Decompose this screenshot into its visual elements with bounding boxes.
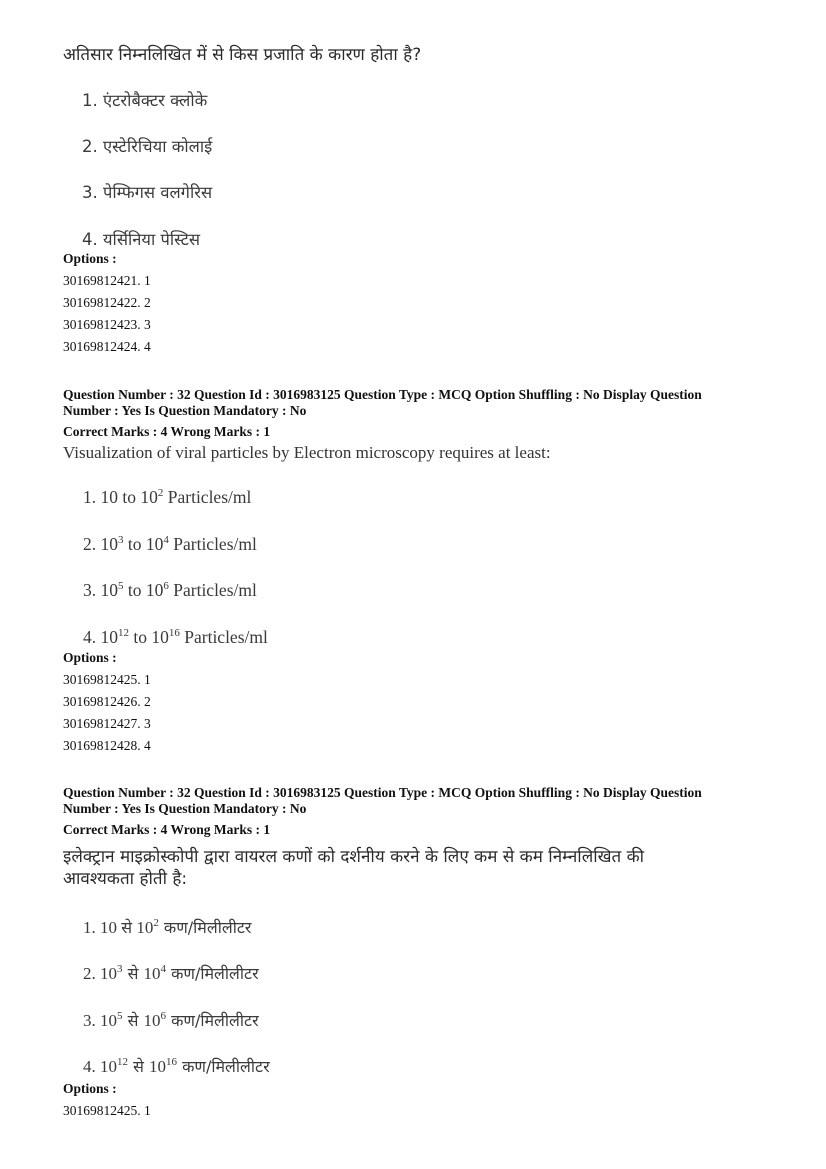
question-text-english: Visualization of viral particles by Electron microscopy requires at least: (63, 443, 551, 462)
question-text-hindi-line2: आवश्यकता होती है: (63, 869, 188, 889)
option-id: 30169812423. 3 (63, 317, 151, 332)
options-label: Options : (63, 650, 117, 665)
option-id: 30169812424. 4 (63, 339, 151, 354)
option-3: 3. $10^5$ to $10^6$ Particles/ml (83, 580, 257, 600)
option-4: 4. $10^{12}$ से $10^{16}$ कण/मिलीलीटर (83, 1056, 270, 1076)
question-text-hindi-line1: इलेक्ट्रान माइक्रोस्कोपी द्वारा वायरल कणों को दर्शनीय करने के लिए कम से कम निम्नलिखित की (63, 847, 645, 867)
options-label: Options : (63, 251, 117, 266)
options-label: Options : (63, 1081, 117, 1096)
option-1: 1. 10 to $10^2$ Particles/ml (83, 487, 252, 507)
option-3: 3. $10^5$ से $10^6$ कण/मिलीलीटर (83, 1010, 259, 1030)
option-2: 2. $10^3$ से $10^4$ कण/मिलीलीटर (83, 963, 259, 983)
option-id: 30169812427. 3 (63, 716, 151, 731)
option-id: 30169812422. 2 (63, 295, 151, 310)
option-id: 30169812425. 1 (63, 1103, 151, 1118)
option-2: 2. $10^3$ to $10^4$ Particles/ml (83, 534, 257, 554)
option-1: 1. एंटरोबैक्टर क्लोके (82, 91, 208, 110)
option-id: 30169812425. 1 (63, 672, 151, 687)
question-meta: Question Number : 32 Question Id : 3016983125 Question Type : MCQ Option Shuffling : No Display Question Number : Yes Is Question Mandatory : No (63, 785, 702, 816)
option-id: 30169812428. 4 (63, 738, 151, 753)
question-text-hindi: अतिसार निम्नलिखित में से किस प्रजाति के कारण होता है? (63, 45, 422, 65)
question-meta: Question Number : 32 Question Id : 3016983125 Question Type : MCQ Option Shuffling : No Display Question Number : Yes Is Question Mandatory : No (63, 387, 702, 418)
option-2: 2. एस्टेरिचिया कोलाई (82, 137, 213, 156)
marks-info: Correct Marks : 4 Wrong Marks : 1 (63, 424, 271, 439)
option-id: 30169812421. 1 (63, 273, 151, 288)
option-1: 1. 10 से $10^2$ कण/मिलीलीटर (83, 917, 252, 937)
option-id: 30169812426. 2 (63, 694, 151, 709)
marks-info: Correct Marks : 4 Wrong Marks : 1 (63, 822, 271, 837)
option-4: 4. यर्सिनिया पेस्टिस (82, 230, 201, 249)
option-4: 4. $10^{12}$ to $10^{16}$ Particles/ml (83, 627, 268, 647)
option-3: 3. पेम्फिगस वलगेरिस (82, 183, 213, 202)
